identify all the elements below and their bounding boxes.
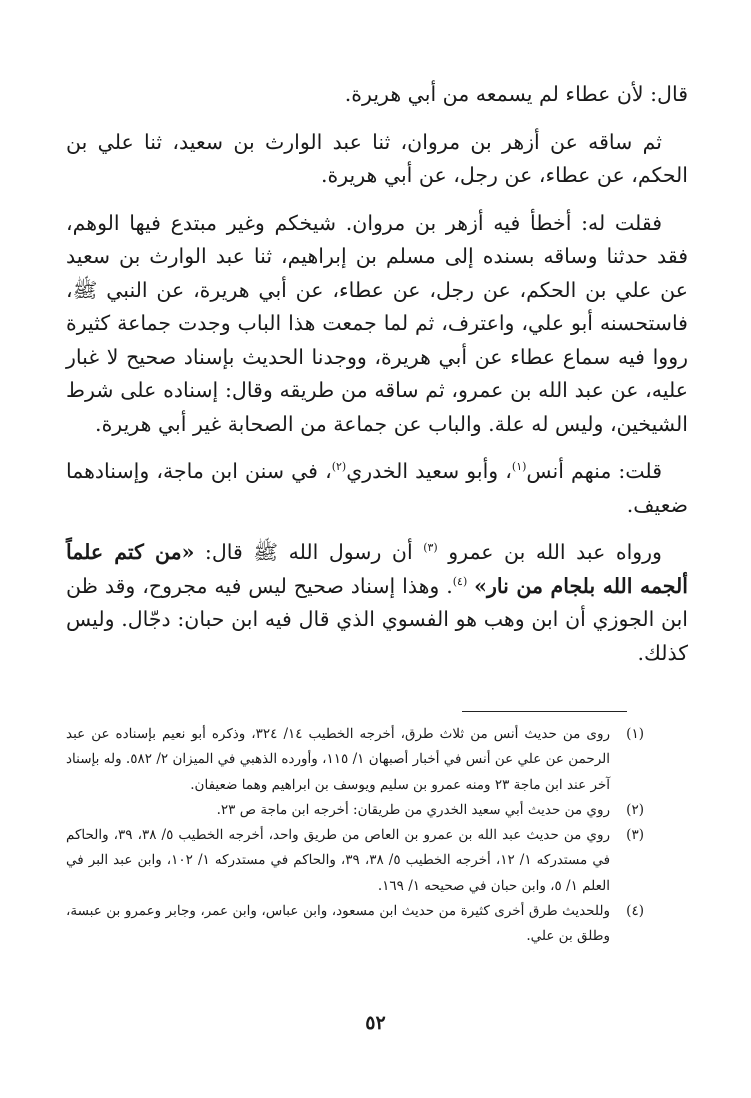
hadith-quote: «من كتم علماً ألجمه الله بلجام من نار» [66, 540, 688, 598]
footnote-number: (٤) [626, 903, 644, 920]
paragraph-4-text-b: ، وأبو سعيد الخدري [346, 459, 512, 483]
paragraph-2: ثم ساقه عن أزهر بن مروان، ثنا عبد الوارث بن سعيد، ثنا علي بن الحكم، عن عطاء، عن رجل، عن أبي هريرة. [66, 129, 688, 187]
footnote-ref-4[interactable]: (٤) [452, 574, 468, 588]
footnote-ref-3[interactable]: (٣) [423, 541, 438, 555]
paragraph-5 [66, 536, 688, 670]
footnote-text: روى من حديث أنس من ثلاث طرق، أخرجه الخطيب ١٤/ ٣٢٤، وذكره أبو نعيم بإسناده عن عبد الرحمن عن علي عن أنس في أخبار أصبهان ١/ ١١٥، وأورده الذهبي في الميزان ٢/ ٥٨٢. وله بإسناد آخر عند ابن ماجة ٢٣ ومنه عمرو بن سليم ويوسف بن ابراهيم وهما ضعيفان. [66, 726, 611, 793]
paragraph-4 [66, 455, 688, 522]
paragraph-3: فقلت له: أخطأ فيه أزهر بن مروان. شيخكم وغير مبتدع فيها الوهم، فقد حدثنا وساقه بسنده إلى مسلم بن إبراهيم، ثنا عبد الوارث بن سعيد عن علي بن الحكم، عن رجل، عن عطاء، عن أبي هريرة، عن النبي ﷺ، فاستحسنه أبو علي، واعترف، ثم لما جمعت هذا الباب وجدت جماعة كثيرة رووا فيه سماع عطاء عن أبي هريرة، ووجدنا الحديث بإسناد صحيح لا غبار عليه، عن عبد الله بن عمرو، ثم ساقه من طريقه وقال: إسناده على شرط الشيخين، وليس له علة. والباب عن جماعة من الصحابة غير أبي هريرة. [66, 210, 688, 436]
footnote-4 [66, 899, 644, 950]
footnote-1 [66, 722, 644, 798]
paragraph-5-text-c: . وهذا إسناد صحيح ليس فيه مجروح، وقد ظن ابن الجوزي أن ابن وهب هو الفسوي الذي قال فيه ابن حبان: دجّال. وليس كذلك. [66, 573, 688, 665]
footnote-ref-2[interactable]: (٢) [331, 460, 347, 474]
paragraph-4-text-c: ، في سنن ابن ماجة، وإسنادهما ضعيف. [66, 459, 688, 517]
footnote-separator [462, 711, 627, 712]
footnote-3 [66, 823, 644, 899]
footnote-text: روي من حديث أبي سعيد الخدري من طريقان: أخرجه ابن ماجة ص ٢٣. [216, 801, 610, 818]
footnote-number: (٢) [626, 801, 644, 818]
footnote-number: (٣) [626, 827, 644, 844]
paragraph-4-text-a: قلت: منهم أنس [526, 459, 663, 483]
paragraph-5-text-b: أن رسول الله ﷺ قال: [204, 540, 413, 564]
footnote-ref-1[interactable]: (١) [511, 460, 527, 474]
footnote-text: وللحديث طرق أخرى كثيرة من حديث ابن مسعود، وابن عباس، وابن عمر، وجابر وعمرو بن عبسة، وطلق بن علي. [66, 903, 610, 945]
footnote-text: روي من حديث عبد الله بن عمرو بن العاص من طريق واحد، أخرجه الخطيب ٥/ ٣٨، ٣٩، والحاكم في مستدركه ١/ ١٢، أخرجه الخطيب ٥/ ٣٨، ٣٩، والحاكم في مستدركه ١/ ١٠٢، وابن عبد البر في العلم ١/ ٥، وابن حبان في صحيحه ١/ ١٦٩. [66, 827, 611, 894]
footnote-2 [66, 798, 644, 823]
footnotes [66, 722, 644, 950]
footnote-number: (١) [626, 726, 644, 742]
paragraph-5-text-a: ورواه عبد الله بن عمرو [448, 540, 662, 564]
paragraph-1: قال: لأن عطاء لم يسمعه من أبي هريرة. [344, 82, 688, 106]
main-text [66, 78, 688, 684]
page-number: ٥٢ [365, 1012, 386, 1034]
